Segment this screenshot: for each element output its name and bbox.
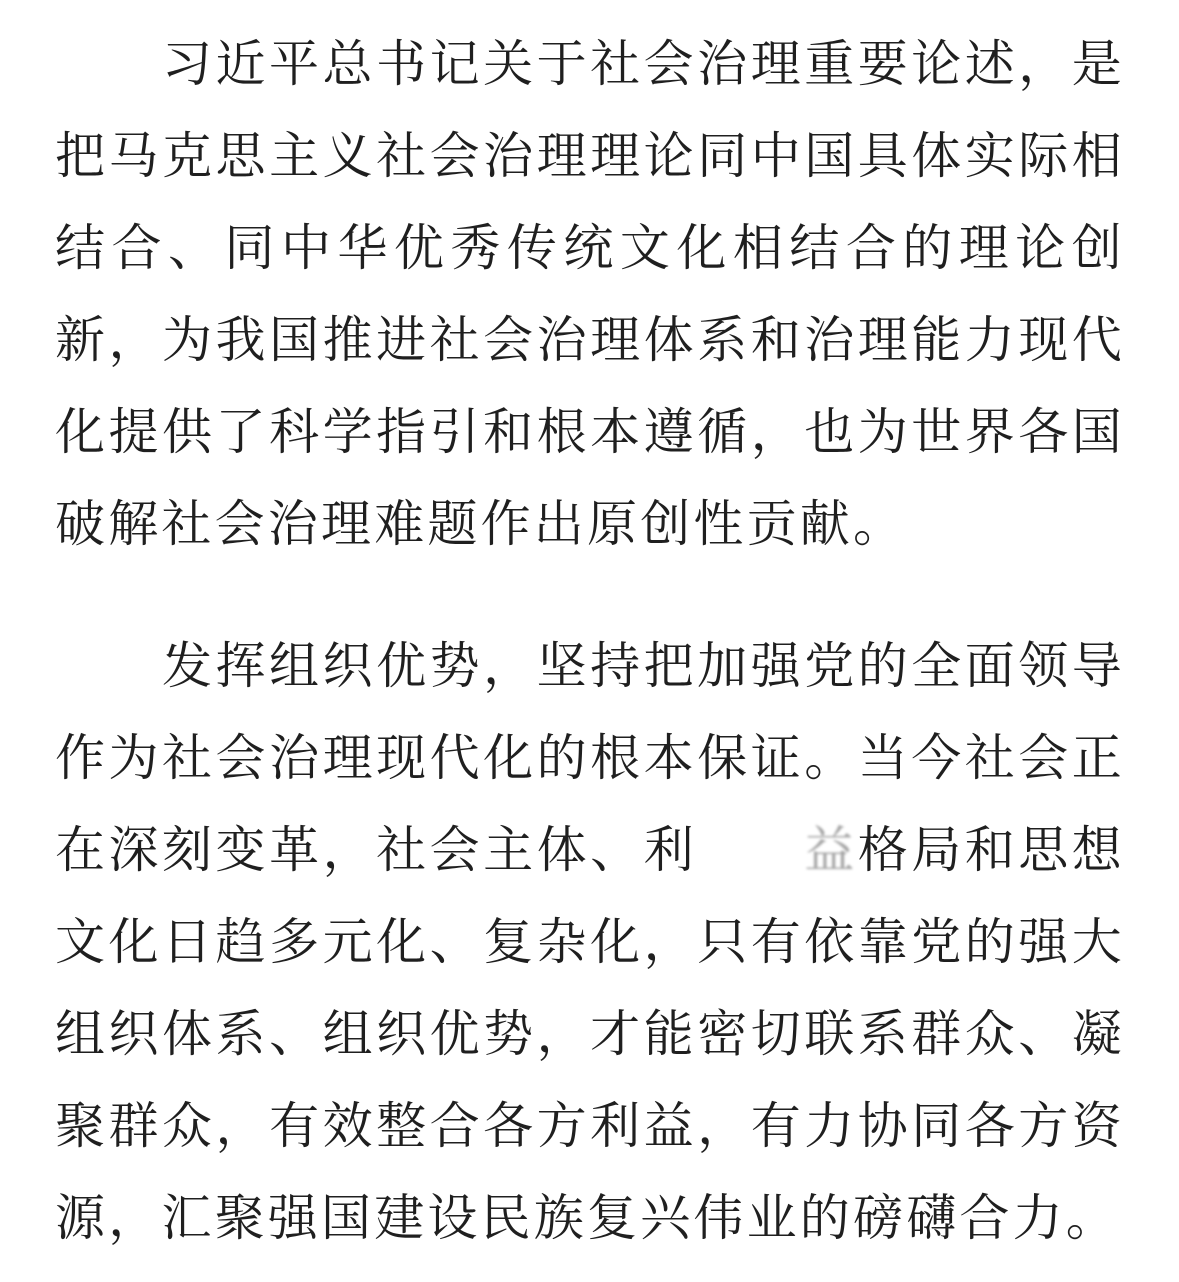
paragraph-2-text-before-blur: 发挥组织优势，坚持把加强党的全面领导作为社会治理现代化的根本保证。当今社会正在深刻变革，社会主体、利 [55,637,1125,879]
article-paragraph-2 [55,620,1125,1264]
paragraph-2-text-after-blur: 格局和思想文化日趋多元化、复杂化，只有依靠党的强大组织体系、组织优势，才能密切联系群众、凝聚群众，有效整合各方利益，有力协同各方资源，汇聚强国建设民族复兴伟业的磅礴合力。 [55,821,1126,1247]
article-paragraph-1 [55,18,1125,570]
article-body [55,18,1125,1264]
blurred-word: 益 [804,821,858,879]
paragraph-1-text: 习近平总书记关于社会治理重要论述，是把马克思主义社会治理理论同中国具体实际相结合、同中华优秀传统文化相结合的理论创新，为我国推进社会治理体系和治理能力现代化提供了科学指引和根本遵循，也为世界各国破解社会治理难题作出原创性贡献。 [55,35,1125,553]
